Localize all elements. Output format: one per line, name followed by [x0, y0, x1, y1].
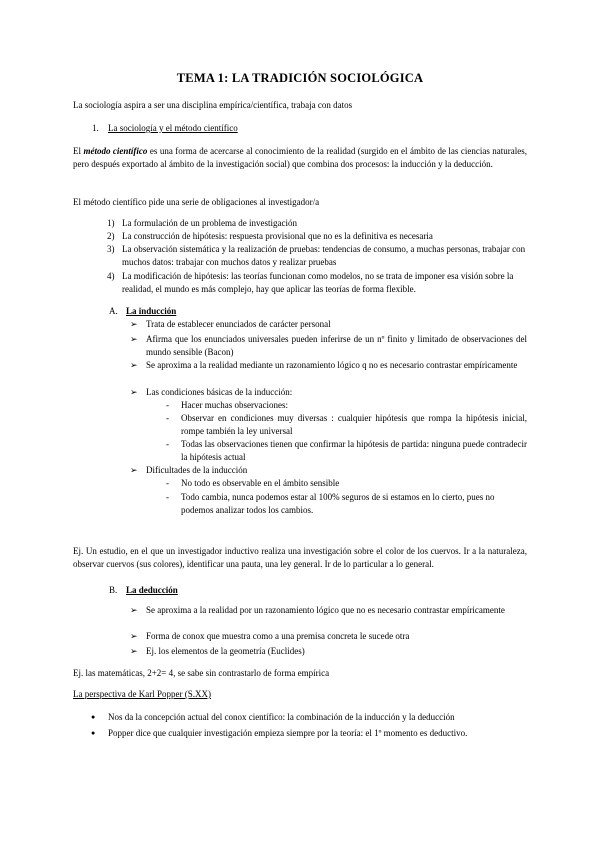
section-title: La sociología y el método científico — [108, 123, 238, 133]
list-item — [130, 359, 527, 372]
arrow-bullet-icon: ➢ — [130, 465, 138, 475]
subsection-heading-deduccion — [109, 584, 178, 597]
arrow-bullet-icon: ➢ — [130, 360, 138, 370]
dash-bullet-icon: - — [166, 400, 169, 410]
metodo-paragraph — [73, 145, 527, 171]
obligation-number: 4) — [107, 271, 115, 281]
list-item — [130, 386, 527, 399]
list-item — [130, 645, 527, 658]
condition-item — [166, 399, 527, 412]
obligations-intro: El método científico pide una serie de obligaciones al investigador/a — [73, 197, 320, 207]
page-title: TEMA 1: LA TRADICIÓN SOCIOLÓGICA — [176, 71, 424, 85]
list-item — [130, 630, 527, 643]
list-item — [130, 318, 527, 331]
dash-bullet-icon: - — [166, 478, 169, 488]
list-item-text: Afirma que los enunciados universales pueden inferirse de un nº finito y limitado de observaciones del mundo sensible (Bacon) — [146, 334, 527, 357]
subsection-heading-induccion — [109, 305, 177, 318]
arrow-bullet-icon: ➢ — [130, 319, 138, 329]
list-item-text: Se aproxima a la realidad mediante un razonamiento lógico q no es necesario contrastar empíricamente — [146, 360, 518, 370]
list-item-text: Forma de conox que muestra como a una premisa concreta le sucede otra — [146, 631, 410, 641]
difficulty-text: No todo es observable en el ámbito sensible — [181, 478, 340, 488]
obligation-item — [107, 217, 527, 230]
metodo-rest: es una forma de acercarse al conocimiento de la realidad (surgido en el ámbito de las ciencias naturales, pero después exportado al ámbito de la investigación social) que combina dos procesos: la inducción y la deducción. — [73, 146, 528, 169]
obligation-number: 3) — [107, 244, 115, 254]
obligation-item — [107, 270, 527, 296]
obligation-text: La construcción de hipótesis: respuesta provisional que no es la definitiva es necesaria — [122, 231, 433, 241]
dash-bullet-icon: - — [166, 439, 169, 449]
arrow-bullet-icon: ➢ — [130, 646, 138, 656]
list-item — [91, 727, 527, 740]
arrow-bullet-icon: ➢ — [130, 334, 138, 344]
difficulty-text: Todo cambia, nunca podemos estar al 100% seguros de si estamos en lo cierto, pues no podemos analizar todos los cambios. — [181, 492, 495, 515]
dash-bullet-icon: - — [166, 413, 169, 423]
list-item-text: Ej. los elementos de la geometría (Euclides) — [146, 646, 305, 656]
list-item-text: Se aproxima a la realidad por un razonamiento lógico que no es necesario contrastar empíricamente — [146, 605, 505, 615]
example-paragraph: Ej. Un estudio, en el que un investigador inductivo realiza una investigación sobre el color de los cuervos. Ir a la naturaleza, observar cuervos (sus colores), identificar una pauta, una ley general. Ir de lo particular a lo general. — [73, 546, 527, 569]
list-item-text: Popper dice que cualquier investigación empieza siempre por la teoría: el 1º momento es deductivo. — [108, 728, 468, 738]
obligation-text: La formulación de un problema de investigación — [122, 218, 297, 228]
section-heading-1 — [92, 122, 508, 135]
list-item — [130, 464, 527, 477]
list-item-text: Trata de establecer enunciados de carácter personal — [146, 319, 331, 329]
subsection-letter: B. — [109, 585, 118, 595]
list-item-text: Dificultades de la inducción — [146, 465, 248, 475]
obligation-number: 1) — [107, 218, 115, 228]
section-number: 1. — [92, 123, 99, 133]
condition-text: Hacer muchas observaciones: — [181, 400, 288, 410]
obligation-number: 2) — [107, 231, 115, 241]
list-item-text: Las condiciones básicas de la inducción: — [146, 387, 293, 397]
arrow-bullet-icon: ➢ — [130, 605, 138, 615]
intro-paragraph: La sociología aspira a ser una disciplina empírica/científica, trabaja con datos — [73, 100, 353, 110]
condition-item — [166, 438, 527, 464]
condition-text: Observar en condiciones muy diversas : cualquier hipótesis que rompa la hipótesis inicial, rompe también la ley universal — [181, 413, 527, 436]
subsection-title: La deducción — [126, 585, 178, 595]
bullet-icon: ● — [91, 713, 96, 721]
bullet-icon: ● — [91, 729, 96, 737]
condition-item — [166, 412, 527, 438]
list-item — [130, 333, 527, 359]
subsection-letter: A. — [109, 306, 118, 316]
dash-bullet-icon: - — [166, 492, 169, 502]
difficulty-item — [166, 477, 527, 490]
condition-text: Todas las observaciones tienen que confirmar la hipótesis de partida: ninguna puede contradecir la hipótesis actual — [181, 439, 527, 462]
list-item — [130, 604, 527, 617]
arrow-bullet-icon: ➢ — [130, 387, 138, 397]
difficulty-item — [166, 491, 527, 517]
subsection-title: La inducción — [126, 306, 177, 316]
list-item — [91, 711, 527, 724]
obligation-text: La observación sistemática y la realización de pruebas: tendencias de consumo, a muchas personas, trabajar con muchos datos: trabajar con muchos datos y realizar pruebas — [122, 244, 526, 267]
list-item-text: Nos da la concepción actual del conox científico: la combinación de la inducción y la deducción — [108, 712, 455, 722]
metodo-term: método científico — [83, 146, 148, 156]
metodo-lead: El — [73, 146, 84, 156]
example-paragraph: Ej. las matemáticas, 2+2= 4, se sabe sin contrastarlo de forma empírica — [73, 668, 330, 678]
popper-heading: La perspectiva de Karl Popper (S.XX) — [73, 689, 211, 699]
obligation-text: La modificación de hipótesis: las teorías funcionan como modelos, no se trata de imponer esa visión sobre la realidad, el mundo es más complejo, hay que aplicar las teorías de forma flexible. — [122, 271, 514, 294]
obligation-item — [107, 243, 527, 269]
arrow-bullet-icon: ➢ — [130, 631, 138, 641]
obligation-item — [107, 230, 527, 243]
